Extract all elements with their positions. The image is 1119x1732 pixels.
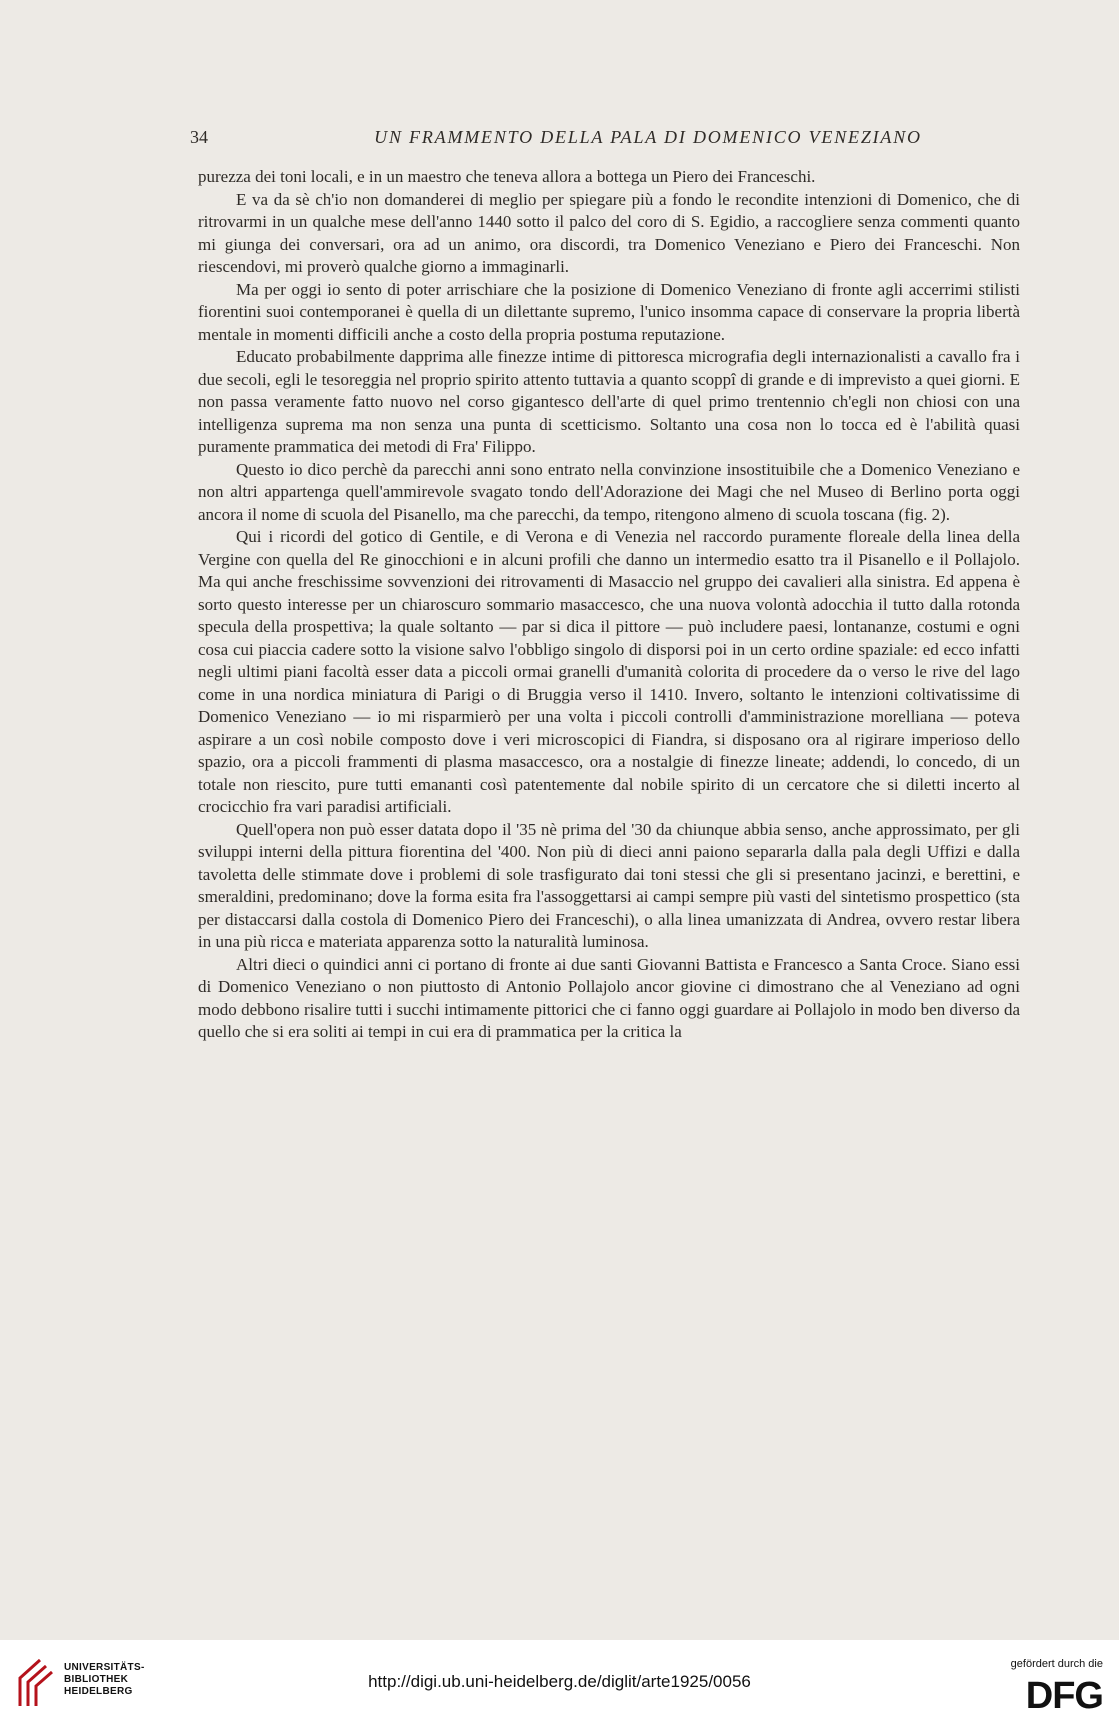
library-name-line: UNIVERSITÄTS- — [64, 1662, 145, 1673]
paragraph: purezza dei toni locali, e in un maestro che teneva allora a bottega un Piero dei Franceschi. — [198, 167, 816, 186]
dfg-logo: DFG — [1025, 1675, 1103, 1717]
footer-band — [0, 1640, 1119, 1732]
paragraph: Educato probabilmente dapprima alle finezze intime di pittoresca micrografia degli internazionalisti a cavallo fra i due secoli, egli le tesoreggia nel proprio spirito attento tuttavia a quanto scoppî di grande e di imprevisto a quei giorni. E non passa veramente fatto nuovo nel corso gigantesco dell'arte di quel primo trentennio ch'egli non chiosi con una intelligenza suprema ma non senza una punta di scetticismo. Soltanto una cosa non lo tocca ed è l'abilità quasi puramente prammatica dei metodi di Fra' Filippo. — [198, 347, 1020, 456]
page-header — [190, 127, 1020, 153]
page-number: 34 — [190, 127, 208, 147]
paragraph: Ma per oggi io sento di poter arrischiare che la posizione di Domenico Veneziano di fronte agli accerrimi stilisti fiorentini suoi contemporanei è quella di un dilettante supremo, l'unico insomma capace di conservare la propria libertà mentale in momenti difficili anche a costo della propria postuma reputazione. — [198, 279, 1020, 344]
paragraph: Qui i ricordi del gotico di Gentile, e di Verona e di Venezia nel raccordo puramente floreale della linea della Vergine con quella del Re ginocchioni e in alcuni profili che danno un intermedio esatto tra il Pisanello e il Pollajolo. Ma qui anche freschissime sovvenzioni dei ritrovamenti di Masaccio nel gruppo dei cavalieri alla sinistra. Ed appena è sorto questo interesse per un chiaroscuro sommario masaccesco, che una nuova volontà adocchia il tutto dalla rotonda specula della prospettiva; la quale soltanto — par si dica il pittore — può includere paesi, lontananze, costumi e ogni cosa cui piaccia cadere sotto la visione salvo l'obbligo singolo di disporsi poi in un certo ordine spaziale: ed ecco infatti negli ultimi piani facoltà esser data a piccoli ormai granelli d'umanità colorita di procedere da o verso le rive del lago come in una nordica miniatura di Parigi o di Bruggia verso il 1410. Invero, soltanto le intenzioni coltivatissime di Domenico Veneziano — io mi risparmierò per una volta i piccoli controlli d'amministrazione morelliana — poteva aspirare a un così nobile composto dove i veri microscopici di Fiandra, si disposano ora al rigirare imperioso dello spazio, ora a piccoli frammenti di plasma masaccesco, ora a nostalgie di finezze lineate; addendi, lo concedo, di un totale non riescito, pure tutti emananti così patentemente dal nobile spirito di un cercatore che si diletti incerto al crocicchio fra vari paradisi artificiali. — [198, 527, 1020, 816]
digital-copy-url[interactable]: http://digi.ub.uni-heidelberg.de/diglit/arte1925/0056 — [368, 1672, 751, 1691]
running-title: UN FRAMMENTO DELLA PALA DI DOMENICO VENEZIANO — [374, 127, 922, 147]
funding-caption: gefördert durch die — [1010, 1658, 1103, 1670]
paragraph: Altri dieci o quindici anni ci portano di fronte ai due santi Giovanni Battista e Francesco a Santa Croce. Siano essi di Domenico Veneziano o non piuttosto di Antonio Pollajolo ancor giovine ci dimostrano che al Veneziano ad ogni modo debbono risalire tutti i succhi intimamente pittorici che ci fanno oggi guardare ai Pollajolo in modo ben diverso da quello che si era soliti ai tempi in cui era di prammatica per la critica la — [198, 954, 1020, 1041]
body-text — [198, 166, 1020, 1044]
paragraph: Questo io dico perchè da parecchi anni sono entrato nella convinzione insostituibile che a Domenico Veneziano e non altri appartenga quell'ammirevole svagato tondo dell'Adorazione dei Magi che nel Museo di Berlino porta oggi ancora il nome di scuola del Pisanello, ma che parecchi, da tempo, ritengono almeno di scuola toscana (fig. 2). — [198, 459, 1020, 524]
paragraph: Quell'opera non può esser datata dopo il '35 nè prima del '30 da chiunque abbia senso, anche approssimato, per gli sviluppi interni della pittura fiorentina del '400. Non più di dieci anni paiono separarla dalla pala degli Uffizi e dalla tavoletta delle stimmate dove i problemi di sole trasfigurato dai toni stessi che gli si presentano jacinzi, e berettini, e smeraldini, predominano; dove la forma esita fra l'assoggettarsi ai campi sempre più vasti del sintetismo prospettico (sta per distaccarsi dalla costola di Domenico Piero dei Franceschi), o alla linea umanizzata di Andrea, ovvero restar libera in una più ricca e materiata apparenza sotto la naturalità luminosa. — [198, 819, 1020, 951]
library-name-line: HEIDELBERG — [64, 1686, 133, 1697]
library-name-line: BIBLIOTHEK — [64, 1674, 129, 1685]
paragraph: E va da sè ch'io non domanderei di meglio per spiegare più a fondo le recondite intenzioni di Domenico, che di ritrovarmi in un qualche mese dell'anno 1440 sotto il palco del coro di S. Egidio, a raccogliere senza commenti quanto mi giunga dei conversari, ora ad un animo, ora discordi, tra Domenico Veneziano e Piero dei Franceschi. Non riescendovi, mi proverò qualche giorno a immaginarli. — [198, 189, 1020, 276]
